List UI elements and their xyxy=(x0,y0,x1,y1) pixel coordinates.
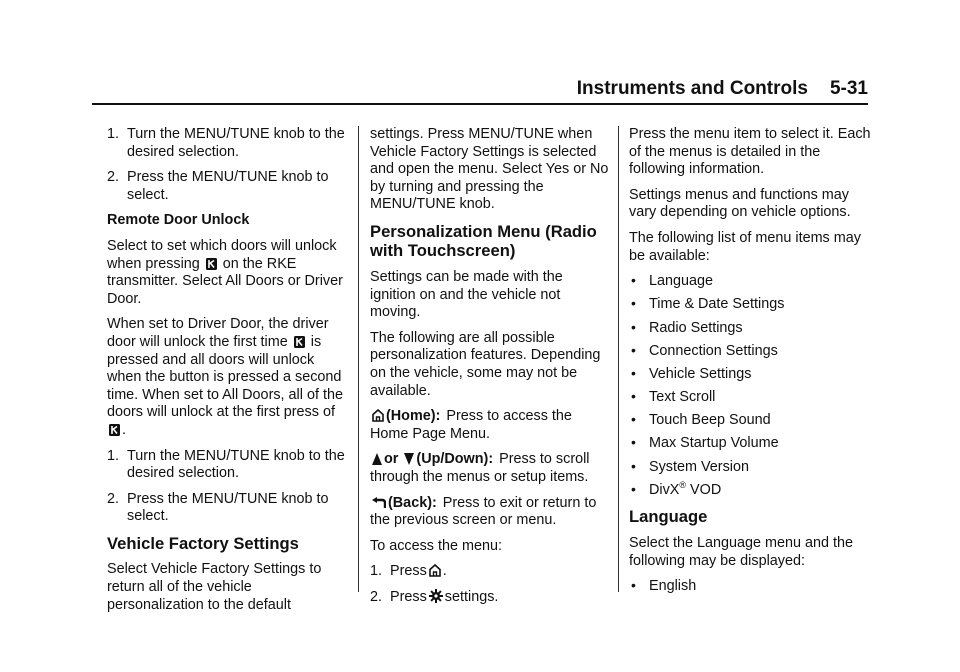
home-description: (Home): Press to access the Home Page Menu. xyxy=(370,408,572,442)
paragraph: Settings can be made with the ignition on and the vehicle not moving. xyxy=(370,268,563,321)
list-item: • Time & Date Settings xyxy=(631,295,785,313)
paragraph: Press the menu item to select it. Each of the menus is detailed in the following information. xyxy=(629,126,871,178)
list-item: • DivX® VOD xyxy=(631,480,722,498)
lock-key-icon xyxy=(109,424,120,436)
list-item: • Text Scroll xyxy=(631,388,716,406)
home-icon xyxy=(429,564,441,577)
paragraph: settings. Press MENU/TUNE when Vehicle Factory Settings is selected and open the menu. Select Yes or No by turning and pressing the MENU/TUNE knob. xyxy=(370,126,609,213)
step-item: 1. Turn the MENU/TUNE knob to the desired selection. xyxy=(107,447,345,482)
list-item: • Connection Settings xyxy=(631,341,778,359)
lock-key-icon xyxy=(294,336,305,348)
up-arrow-icon xyxy=(372,453,382,465)
list-item: • Radio Settings xyxy=(631,318,743,336)
column-divider xyxy=(618,126,619,592)
heading-personalization-menu: Personalization Menu (Radio with Touchscreen) xyxy=(370,221,597,261)
up-down-description: or (Up/Down): Press to scroll through the menus or setup items. xyxy=(370,451,590,485)
paragraph: The following list of menu items may be available: xyxy=(629,229,861,264)
header-rule xyxy=(92,103,868,105)
step-item: 2. Press the MENU/TUNE knob to select. xyxy=(107,490,329,525)
column-3 xyxy=(629,126,871,604)
menu-item-list xyxy=(629,273,871,499)
heading-vehicle-factory-settings: Vehicle Factory Settings xyxy=(107,533,299,553)
column-1 xyxy=(107,126,349,622)
step-item: 1. Turn the MENU/TUNE knob to the desired selection. xyxy=(107,126,345,160)
list-item: • English xyxy=(631,577,697,595)
home-icon xyxy=(372,409,384,422)
language-list xyxy=(629,578,871,596)
list-item: • Language xyxy=(631,272,714,290)
column-2 xyxy=(370,126,612,614)
heading-language: Language xyxy=(629,507,708,527)
list-item: • System Version xyxy=(631,457,749,475)
lock-key-icon xyxy=(206,258,217,270)
subheading-remote-door-unlock: Remote Door Unlock xyxy=(107,212,250,229)
gear-icon xyxy=(429,589,443,603)
down-arrow-icon xyxy=(404,453,414,465)
paragraph: Select Vehicle Factory Settings to return all of the vehicle personalization to the default xyxy=(107,561,322,613)
list-item: • Touch Beep Sound xyxy=(631,411,771,429)
paragraph: When set to Driver Door, the driver door will unlock the first time is pressed and all doors will unlock when the button is pressed a second time. When set to All Doors, all of the doors will unlock at the first press of . xyxy=(107,316,343,438)
paragraph: The following are all possible personalization features. Depending on the vehicle, some may not be available. xyxy=(370,329,601,399)
list-item: • Vehicle Settings xyxy=(631,364,752,382)
list-item: • Max Startup Volume xyxy=(631,434,779,452)
step-item: 1. Press . xyxy=(370,563,447,580)
paragraph: Settings menus and functions may vary depending on vehicle options. xyxy=(629,186,851,221)
page-header xyxy=(92,78,868,106)
column-divider xyxy=(358,126,359,592)
back-description: (Back): Press to exit or return to the previous screen or menu. xyxy=(370,494,597,529)
paragraph: Select to set which doors will unlock when pressing on the RKE transmitter. Select All Doors or Driver Door. xyxy=(107,237,343,307)
step-item: 2. Press the MENU/TUNE knob to select. xyxy=(107,169,329,203)
paragraph: Select the Language menu and the following may be displayed: xyxy=(629,534,854,569)
back-icon xyxy=(372,497,386,509)
section-title: Instruments and Controls xyxy=(576,78,808,99)
paragraph: To access the menu: xyxy=(370,537,502,554)
page-number: 5-31 xyxy=(829,78,868,99)
step-item: 2. Press settings. xyxy=(370,588,499,605)
